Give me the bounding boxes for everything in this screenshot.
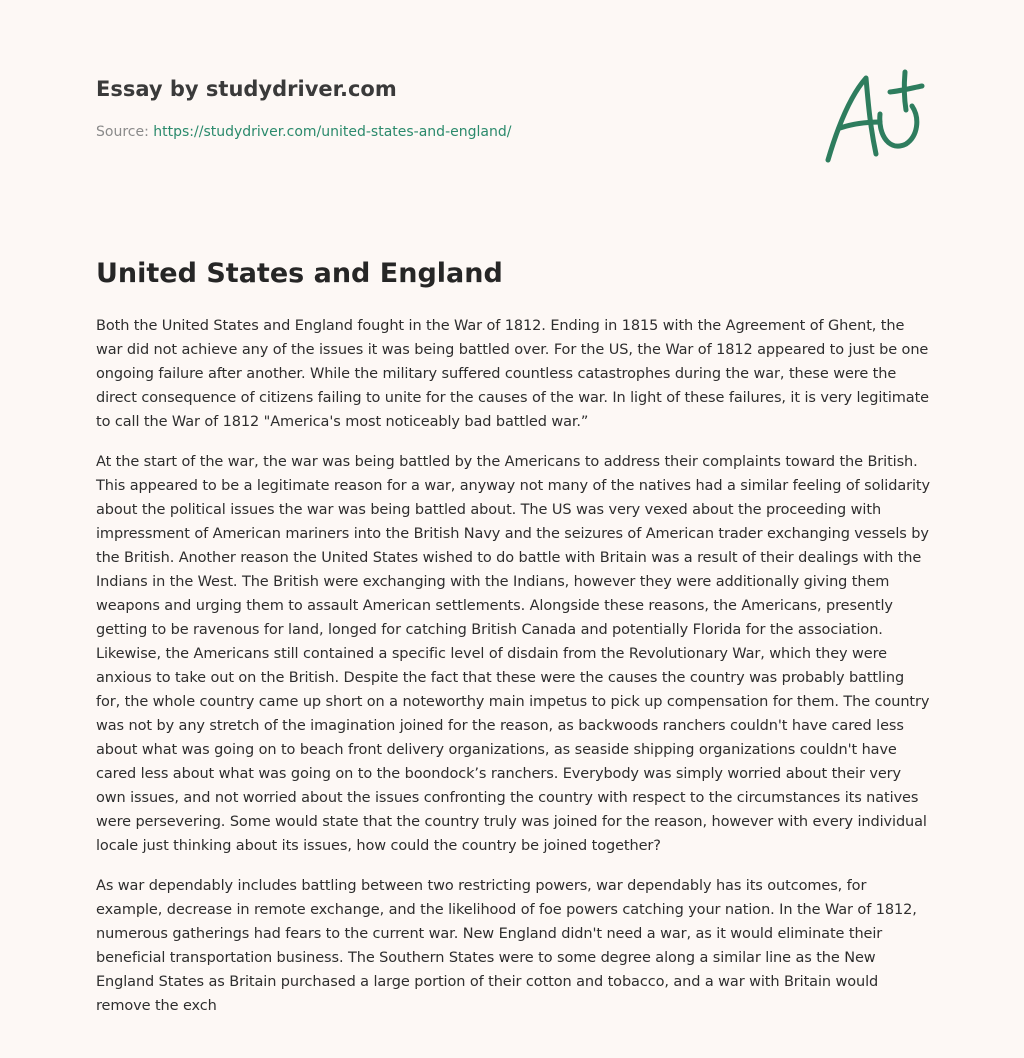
essay-paragraph: Both the United States and England fought in the War of 1812. Ending in 1815 with the Agreement of Ghent, the war did not achieve any of the issues it was being battled over. For the US, the War of 1812 appeared to just be one ongoing failure after another. While the military suffered countless catastrophes during the war, these were the direct consequence of citizens failing to unite for the causes of the war. In light of these failures, it is very legitimate to call the War of 1812 "America's most noticeably bad battled war.”	[96, 318, 929, 430]
source-line	[96, 122, 796, 142]
essay-title: United States and England	[96, 258, 503, 289]
source-label: Source:	[96, 124, 154, 140]
document-header	[96, 74, 796, 142]
essay-paragraph: As war dependably includes battling between two restricting powers, war dependably has its outcomes, for example, decrease in remote exchange, and the likelihood of foe powers catching your nation. In the War of 1812, numerous gatherings had fears to the current war. New England didn't need a war, as it would eliminate their beneficial transportation business. The Southern States were to some degree along a similar line as the New England States as Britain purchased a large portion of their cotton and tobacco, and a war with Britain would remove the exch	[96, 878, 917, 1014]
brand-title: Essay by studydriver.com	[96, 77, 397, 101]
essay-body	[96, 314, 932, 1034]
essay-paragraph: At the start of the war, the war was being battled by the Americans to address their complaints toward the British. This appeared to be a legitimate reason for a war, anyway not many of the natives had a similar feeling of solidarity about the political issues the war was being battled about. The US was very vexed about the proceeding with impressment of American mariners into the British Navy and the seizures of American trader exchanging vessels by the British. Another reason the United States wished to do battle with Britain was a result of their dealings with the Indians in the West. The British were exchanging with the Indians, however they were additionally giving them weapons and urging them to assault American settlements. Alongside these reasons, the Americans, presently getting to be ravenous for land, longed for catching British Canada and potentially Florida for the association. Likewise, the Americans still contained a specific level of disdain from the Revolutionary War, which they were anxious to take out on the British. Despite the fact that these were the causes the country was probably battling for, the whole country came up short on a noteworthy main impetus to pick up compensation for them. The country was not by any stretch of the imagination joined for the reason, as backwoods ranchers couldn't have cared less about what was going on to beach front delivery organizations, as seaside shipping organizations couldn't have cared less about what was going on to the boondock’s ranchers. Everybody was simply worried about their very own issues, and not worried about the issues confronting the country with respect to the circumstances its natives were persevering. Some would state that the country truly was joined for the reason, however with every individual locale just thinking about its issues, how could the country be joined together?	[96, 454, 930, 854]
source-link[interactable]: https://studydriver.com/united-states-and-england/	[153, 124, 512, 140]
a-plus-logo-icon	[820, 66, 930, 166]
